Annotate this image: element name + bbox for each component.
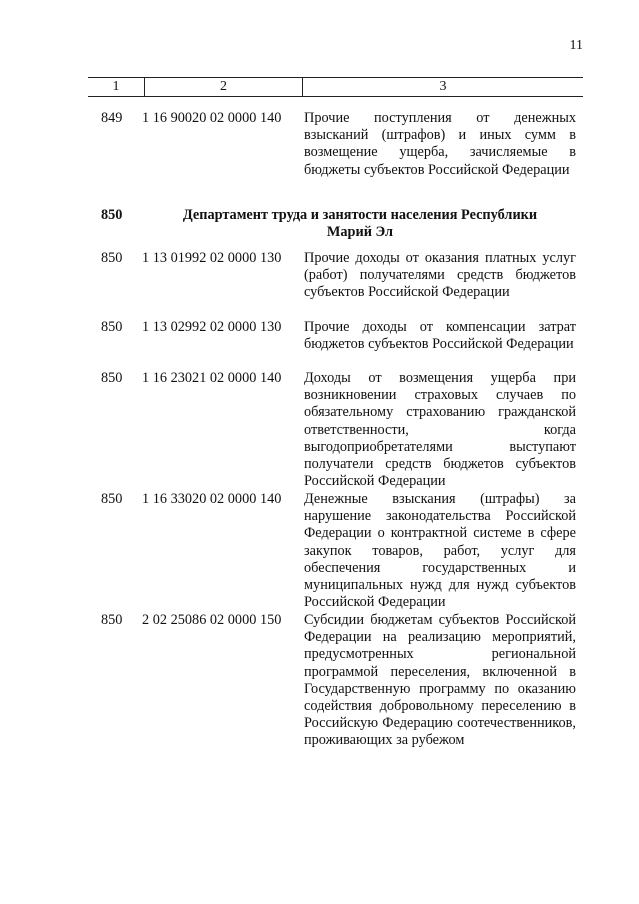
row-description: Субсидии бюджетам субъектов Российской Федерации на реализацию мероприятий, предусмотренных региональной программой переселения, включенной в Государственную программу по оказанию содействия добровольному переселению в Российскую Федерацию соотечественников, проживающих за рубежом [304, 612, 576, 749]
column-header-2: 2 [220, 79, 227, 94]
column-header-3: 3 [439, 79, 447, 94]
row-number: 849 [101, 110, 123, 126]
row-description: Прочие доходы от компенсации затрат бюджетов субъектов Российской Федерации [304, 319, 576, 353]
row-description: Прочие доходы от оказания платных услуг (работ) получателями средств бюджетов субъектов Российской Федерации [304, 250, 576, 301]
row-code: 2 02 25086 02 0000 150 [142, 612, 282, 628]
page-number: 11 [569, 38, 583, 53]
department-number: 850 [101, 207, 123, 223]
row-description: Доходы от возмещения ущерба при возникновении страховых случаев по обязательному страхованию гражданской ответственности, когда выгодоприобретателями выступают получатели средств бюджетов субъектов Российской Федерации [304, 370, 576, 490]
row-code: 1 16 33020 02 0000 140 [142, 491, 282, 507]
department-name: Департамент труда и занятости населения Республики Марий Эл [182, 207, 538, 241]
row-number: 850 [101, 491, 123, 507]
row-number: 850 [101, 250, 123, 266]
row-code: 1 16 23021 02 0000 140 [142, 370, 282, 386]
row-code: 1 13 02992 02 0000 130 [142, 319, 282, 335]
row-code: 1 13 01992 02 0000 130 [142, 250, 282, 266]
column-header-1: 1 [112, 79, 120, 94]
row-number: 850 [101, 370, 123, 386]
row-number: 850 [101, 612, 123, 628]
row-code: 1 16 90020 02 0000 140 [142, 110, 282, 126]
table-header [88, 77, 583, 97]
row-number: 850 [101, 319, 123, 335]
row-description: Прочие поступления от денежных взысканий (штрафов) и иных сумм в возмещение ущерба, зачисляемые в бюджеты субъектов Российской Федерации [304, 110, 576, 178]
row-description: Денежные взыскания (штрафы) за нарушение законодательства Российской Федерации о контрактной системе в сфере закупок товаров, работ, услуг для обеспечения государственных и муниципальных нужд для нужд субъектов Российской Федерации [304, 491, 576, 611]
